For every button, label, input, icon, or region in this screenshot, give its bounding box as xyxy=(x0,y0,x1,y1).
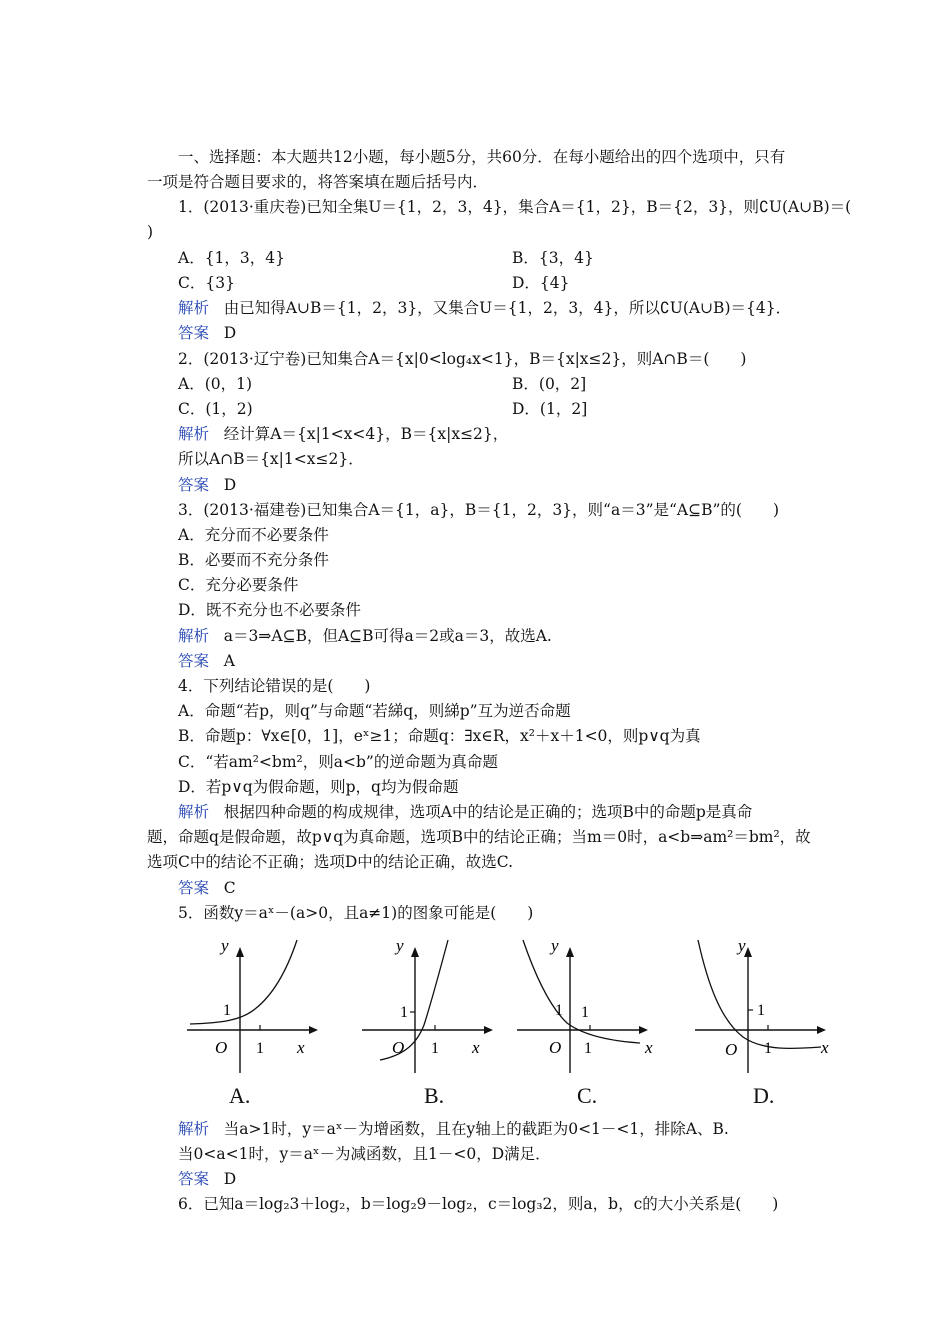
answer-label: 答案 xyxy=(178,1170,210,1188)
q5-answer xyxy=(178,1168,236,1190)
answer-label: 答案 xyxy=(178,879,210,897)
analysis-text: 由已知得A∪B＝{1，2，3}，又集合U＝{1，2，3，4}，所以∁U(A∪B)＝{4}． xyxy=(223,299,792,317)
q5-graph-a xyxy=(185,935,335,1115)
answer-value: D xyxy=(223,476,237,494)
q4-option-d: D．若p∨q为假命题，则p，q均为假命题 xyxy=(178,778,459,796)
q1-stem: 1．(2013·重庆卷)已知全集U＝{1，2，3，4}，集合A＝{1，2}，B＝{2，3}，则∁U(A∪B)＝( xyxy=(178,198,852,216)
tick-one-x: 1 xyxy=(431,1040,439,1057)
q2-option-a: A．(0，1) xyxy=(178,375,253,393)
tick-one-x: 1 xyxy=(584,1040,592,1057)
q4-analysis-cont2: 选项C中的结论不正确；选项D中的结论正确，故选C. xyxy=(147,853,514,871)
tick-one-x: 1 xyxy=(764,1040,772,1057)
q2-option-b: B．(0，2] xyxy=(512,375,587,393)
answer-value: D xyxy=(223,324,237,342)
answer-value: A xyxy=(223,652,235,670)
graph-d-plot xyxy=(693,935,843,1080)
q1-option-b: B．{3，4} xyxy=(512,249,594,267)
q3-option-b: B．必要而不充分条件 xyxy=(178,551,329,569)
q2-analysis xyxy=(178,423,508,445)
analysis-label: 解析 xyxy=(178,299,210,317)
axis-y-label: y xyxy=(551,936,559,955)
answer-label: 答案 xyxy=(178,324,210,342)
analysis-label: 解析 xyxy=(178,1120,210,1138)
q1-option-d: D．{4} xyxy=(512,274,570,292)
q3-answer xyxy=(178,650,235,672)
q5-stem: 5．函数y＝aˣ－(a>0，且a≠1)的图象可能是( ) xyxy=(178,904,534,922)
q3-option-a: A．充分而不必要条件 xyxy=(178,526,329,544)
analysis-label: 解析 xyxy=(178,627,210,645)
answer-value: C xyxy=(223,879,236,897)
q1-option-c: C．{3} xyxy=(178,274,235,292)
q5-analysis-cont: 当0<a<1时，y＝aˣ－为减函数，且1－<0，D满足． xyxy=(178,1145,551,1163)
q4-stem: 4．下列结论错误的是( ) xyxy=(178,677,371,695)
graph-b-label: B. xyxy=(424,1083,445,1108)
q3-option-c: C．充分必要条件 xyxy=(178,576,299,594)
axis-y-label: y xyxy=(396,936,404,955)
q4-analysis-cont1: 题，命题q是假命题，故p∨q为真命题，选项B中的结论正确；当m＝0时，a<b⇒am²＝bm²，故 xyxy=(147,828,811,846)
analysis-text: 经计算A＝{x|1<x<4}，B＝{x|x≤2}， xyxy=(223,425,509,443)
answer-label: 答案 xyxy=(178,652,210,670)
analysis-text: 根据四种命题的构成规律，选项A中的结论是正确的；选项B中的命题p是真命 xyxy=(223,803,753,821)
tick-one-x: 1 xyxy=(256,1040,264,1057)
tick-one-y: 1 xyxy=(757,1002,765,1019)
q2-stem: 2．(2013·辽宁卷)已知集合A＝{x|0<log₄x<1}，B＝{x|x≤2}，则A∩B＝( ) xyxy=(178,350,747,368)
graph-c-plot xyxy=(515,935,665,1080)
q3-analysis xyxy=(178,625,552,647)
origin-label: O xyxy=(392,1038,405,1057)
q2-option-c: C．(1，2) xyxy=(178,400,253,418)
q4-option-a: A．命题“若p，则q”与命题“若綈q，则綈p”互为逆否命题 xyxy=(178,702,571,720)
answer-label: 答案 xyxy=(178,476,210,494)
origin-label: O xyxy=(725,1040,738,1059)
graph-a-label: A. xyxy=(229,1083,251,1108)
q3-option-d: D．既不充分也不必要条件 xyxy=(178,601,361,619)
axis-x-label: x xyxy=(472,1038,480,1057)
tick-one-y: 1 xyxy=(400,1004,408,1021)
axis-x-label: x xyxy=(821,1038,829,1057)
graph-b-plot xyxy=(360,935,510,1080)
tick-one-label: 1 xyxy=(581,1004,589,1021)
graph-a-plot xyxy=(185,935,335,1080)
axis-x-label: x xyxy=(297,1038,305,1057)
q3-stem: 3．(2013·福建卷)已知集合A＝{1，a}，B＝{1，2，3}，则“a＝3”是“A⊆B”的( ) xyxy=(178,501,780,519)
q4-option-b: B．命题p：∀x∈[0，1]，eˣ≥1；命题q：∃x∈R，x²＋x＋1<0，则p∨q为真 xyxy=(178,727,701,745)
analysis-label: 解析 xyxy=(178,803,210,821)
axis-x-label: x xyxy=(645,1038,653,1057)
q4-option-c: C．“若am²<bm²，则a<b”的逆命题为真命题 xyxy=(178,753,498,771)
analysis-text: a＝3⇒A⊆B，但A⊆B可得a＝2或a＝3，故选A. xyxy=(223,627,552,645)
q2-answer xyxy=(178,474,236,496)
origin-label: O xyxy=(549,1038,562,1057)
tick-one-y: 1 xyxy=(555,1002,563,1019)
origin-label: O xyxy=(215,1038,228,1057)
q1-stem-cont: ) xyxy=(147,223,154,241)
q2-option-d: D．(1，2] xyxy=(512,400,588,418)
q5-analysis xyxy=(178,1118,729,1140)
q4-answer xyxy=(178,877,236,899)
q2-analysis-cont: 所以A∩B＝{x|1<x≤2}． xyxy=(178,450,364,468)
tick-one-y: 1 xyxy=(223,1002,231,1019)
answer-value: D xyxy=(223,1170,237,1188)
q1-analysis xyxy=(178,297,791,319)
analysis-text: 当a>1时，y＝aˣ－为增函数，且在y轴上的截距为0<1－<1，排除A、B. xyxy=(223,1120,729,1138)
q4-analysis xyxy=(178,801,752,823)
graph-d-label: D. xyxy=(753,1083,775,1108)
q1-option-a: A．{1，3，4} xyxy=(178,249,286,267)
q6-stem: 6．已知a＝log₂3＋log₂，b＝log₂9－log₂，c＝log₃2，则a，b，c的大小关系是( ) xyxy=(178,1195,779,1213)
q1-answer xyxy=(178,322,236,344)
section-header-line1: 一、选择题：本大题共12小题，每小题5分，共60分．在每小题给出的四个选项中，只有 xyxy=(178,148,786,166)
analysis-label: 解析 xyxy=(178,425,210,443)
section-header-line2: 一项是符合题目要求的，将答案填在题后括号内． xyxy=(147,173,489,191)
axis-y-label: y xyxy=(738,936,746,955)
axis-y-label: y xyxy=(221,936,229,955)
graph-c-label: C. xyxy=(577,1083,598,1108)
